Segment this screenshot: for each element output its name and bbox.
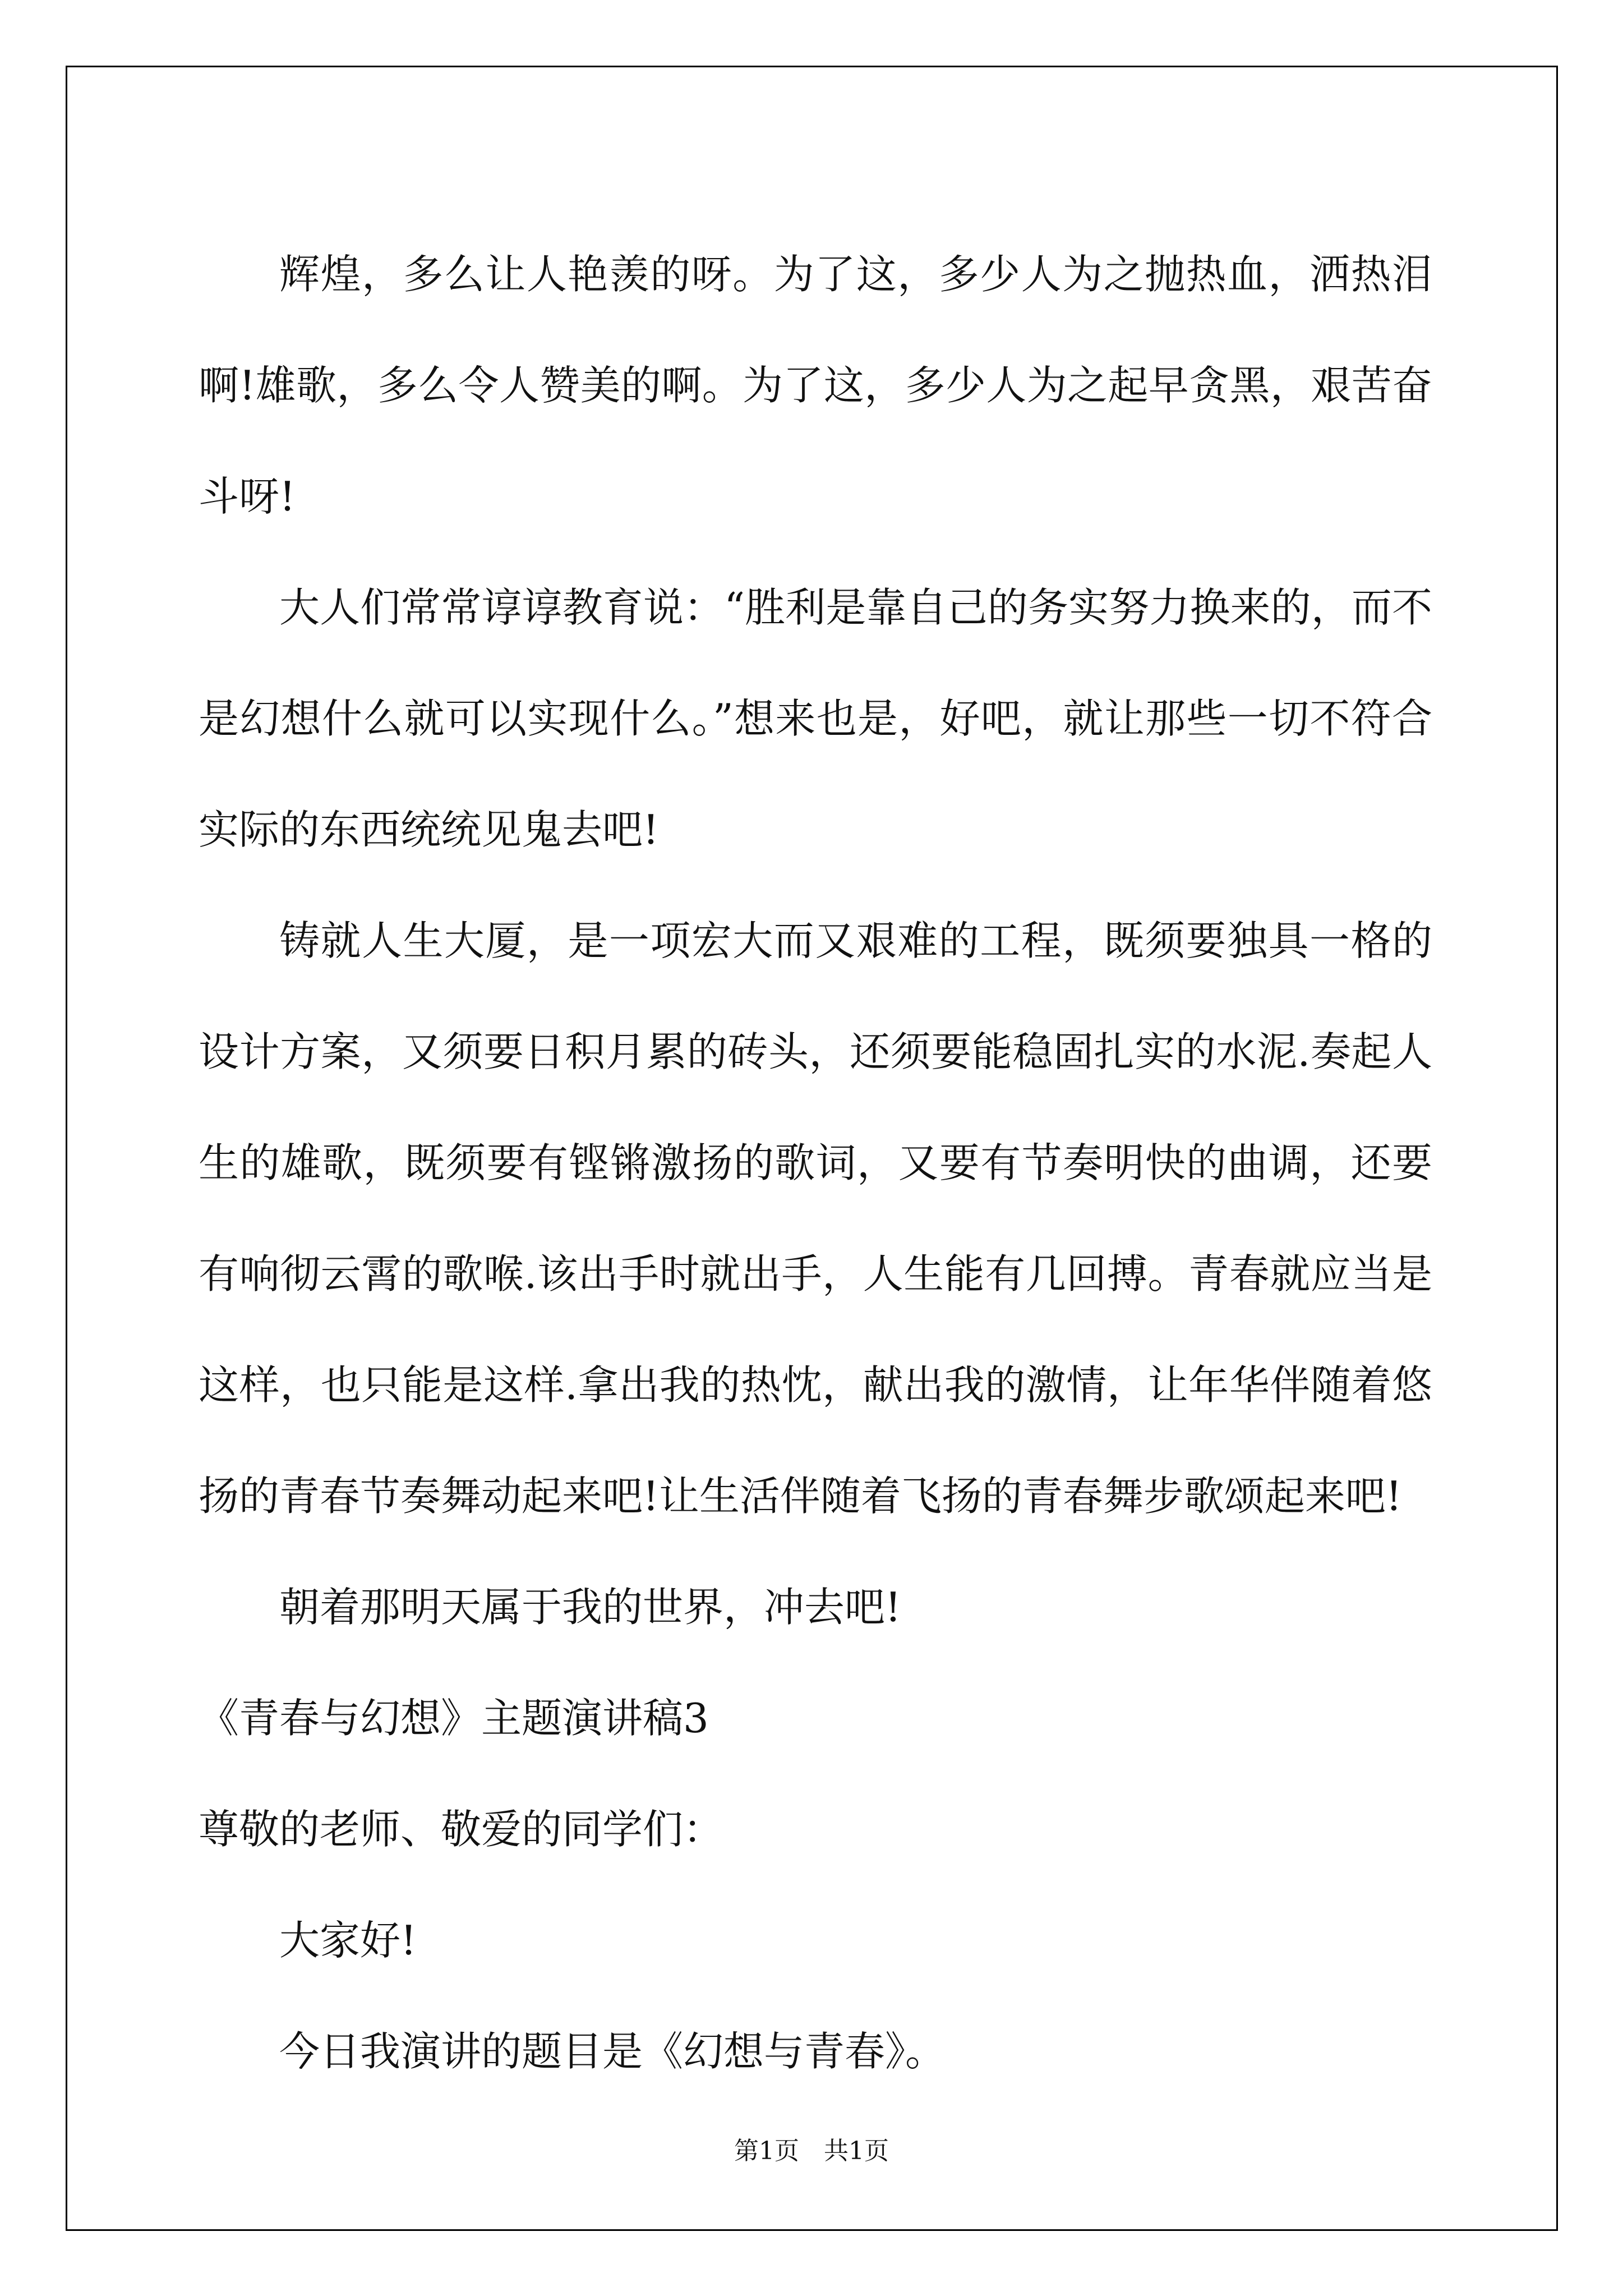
document-body — [199, 219, 1432, 2107]
paragraph-3: 铸就人生大厦，是一项宏大而又艰难的工程，既须要独具一格的设计方案，又须要日积月累的砖头，还须要能稳固扎实的水泥.奏起人生的雄歌，既须要有铿锵激扬的歌词，又要有节奏明快的曲调，还要有响彻云霄的歌喉.该出手时就出手，人生能有几回搏。青春就应当是这样，也只能是这样.拿出我的热忱，献出我的激情，让年华伴随着悠扬的青春节奏舞动起来吧!让生活伴随着飞扬的青春舞步歌颂起来吧! — [199, 917, 1432, 1520]
paragraph-2: 大人们常常谆谆教育说：“胜利是靠自己的务实努力换来的，而不是幻想什么就可以实现什么。”想来也是，好吧，就让那些一切不符合实际的东西统统见鬼去吧! — [199, 584, 1432, 853]
paragraph-1: 辉煌，多么让人艳羡的呀。为了这，多少人为之抛热血，洒热泪啊!雄歌，多么令人赞美的啊。为了这，多少人为之起早贪黑，艰苦奋斗呀! — [199, 251, 1432, 520]
salutation: 尊敬的老师、敬爱的同学们： — [199, 1806, 724, 1853]
intro-paragraph: 今日我演讲的题目是《幻想与青春》。 — [279, 2028, 946, 2075]
section-title: 《青春与幻想》主题演讲稿3 — [199, 1695, 709, 1742]
paragraph-4: 朝着那明天属于我的世界，冲去吧! — [279, 1584, 901, 1631]
page-footer: 第1页 共1页 — [734, 2137, 889, 2165]
greeting: 大家好! — [279, 1917, 417, 1964]
